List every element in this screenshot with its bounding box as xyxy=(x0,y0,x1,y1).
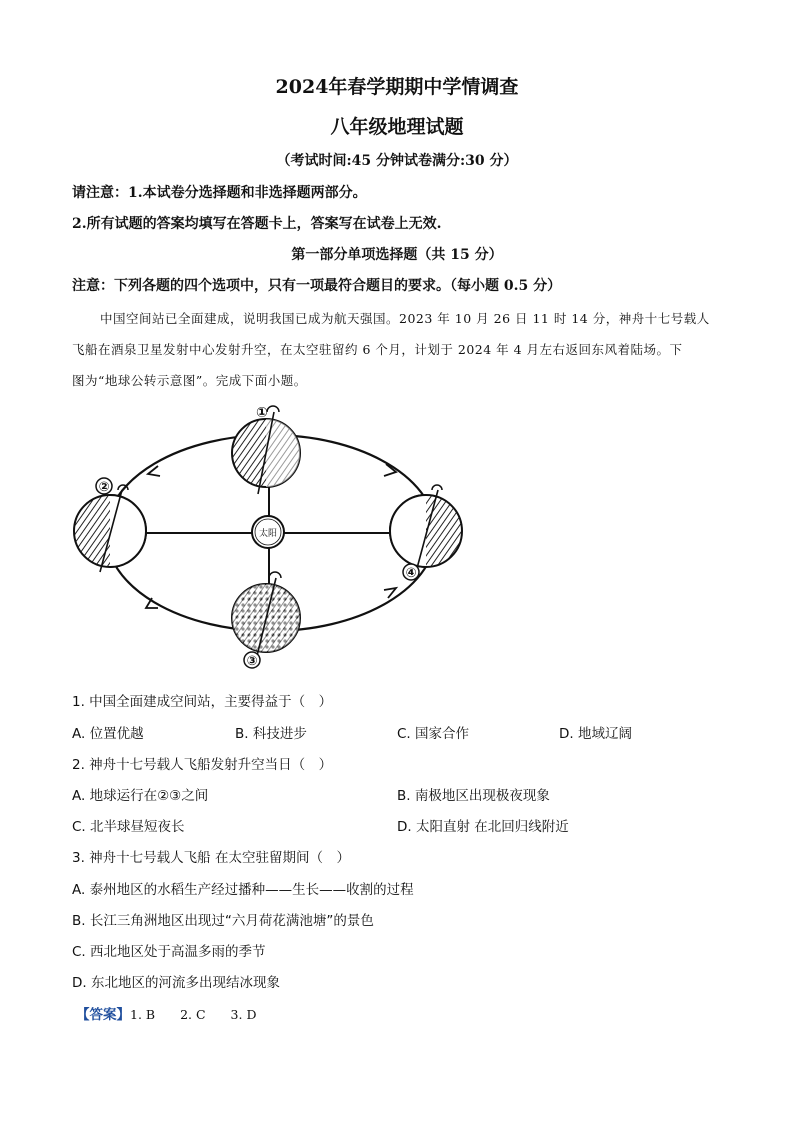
question-1-option-c: C. 国家合作 xyxy=(397,726,470,742)
sun xyxy=(252,516,284,548)
earth-position-4 xyxy=(390,485,462,581)
question-3-option-b: B. 长江三角洲地区出现过“六月荷花满池塘”的景色 xyxy=(72,913,374,929)
position-3-label: ③ xyxy=(246,654,258,669)
question-1-stem: 1. 中国全面建成空间站，主要得益于（ ） xyxy=(72,694,333,710)
notice-line-2: 2.所有试题的答案均填写在答题卡上，答案写在试卷上无效. xyxy=(72,216,442,232)
passage-line-3: 图为“地球公转示意图”。完成下面小题。 xyxy=(72,373,307,388)
question-1-option-b: B. 科技进步 xyxy=(235,726,307,742)
question-3-option-d: D. 东北地区的河流多出现结冰现象 xyxy=(72,975,280,991)
answer-tag: 【答案】 xyxy=(76,1007,130,1023)
section-note: 注意：下列各题的四个选项中，只有一项最符合题目的要求。（每小题 0.5 分） xyxy=(72,278,562,294)
passage-line-1: 中国空间站已全面建成，说明我国已成为航天强国。2023 年 10 月 26 日 11 时 14 分，神舟十七号载人 xyxy=(100,311,710,326)
question-1-option-a: A. 位置优越 xyxy=(72,726,144,742)
position-2-label: ② xyxy=(98,480,110,495)
notice-line-1: 请注意：1.本试卷分选择题和非选择题两部分。 xyxy=(72,185,367,201)
passage-line-2: 飞船在酒泉卫星发射中心发射升空，在太空驻留约 6 个月，计划于 2024 年 4 月左右返回东风着陆场。下 xyxy=(72,342,683,357)
question-3-option-c: C. 西北地区处于高温多雨的季节 xyxy=(72,944,266,960)
earth-revolution-diagram xyxy=(66,398,476,670)
question-2-option-d: D. 太阳直射 在北回归线附近 xyxy=(397,819,569,835)
question-2-option-a: A. 地球运行在②③之间 xyxy=(72,788,209,804)
question-2-stem: 2. 神舟十七号载人飞船发射升空当日（ ） xyxy=(72,757,333,773)
question-3-option-a: A. 泰州地区的水稻生产经过播种——生长——收割的过程 xyxy=(72,882,414,898)
earth-position-2 xyxy=(74,478,146,572)
position-4-label: ④ xyxy=(405,566,417,581)
question-2-option-b: B. 南极地区出现极夜现象 xyxy=(397,788,550,804)
earth-position-3 xyxy=(232,572,300,669)
answer-line xyxy=(76,1003,256,1023)
position-1-label: ① xyxy=(256,405,268,421)
answer-text: 1. B 2. C 3. D xyxy=(130,1007,257,1022)
question-3-stem: 3. 神舟十七号载人飞船 在太空驻留期间（ ） xyxy=(72,850,350,866)
page-subtitle: 八年级地理试题 xyxy=(330,116,464,138)
question-1-option-d: D. 地域辽阔 xyxy=(559,726,632,742)
exam-info: （考试时间:45 分钟试卷满分:30 分） xyxy=(276,153,518,169)
sun-label: 太阳 xyxy=(258,529,278,539)
question-2-option-c: C. 北半球昼短夜长 xyxy=(72,819,185,835)
section-title: 第一部分单项选择题（共 15 分） xyxy=(291,247,503,263)
page-title: 2024年春学期期中学情调查 xyxy=(275,76,519,98)
earth-position-1 xyxy=(232,405,300,494)
